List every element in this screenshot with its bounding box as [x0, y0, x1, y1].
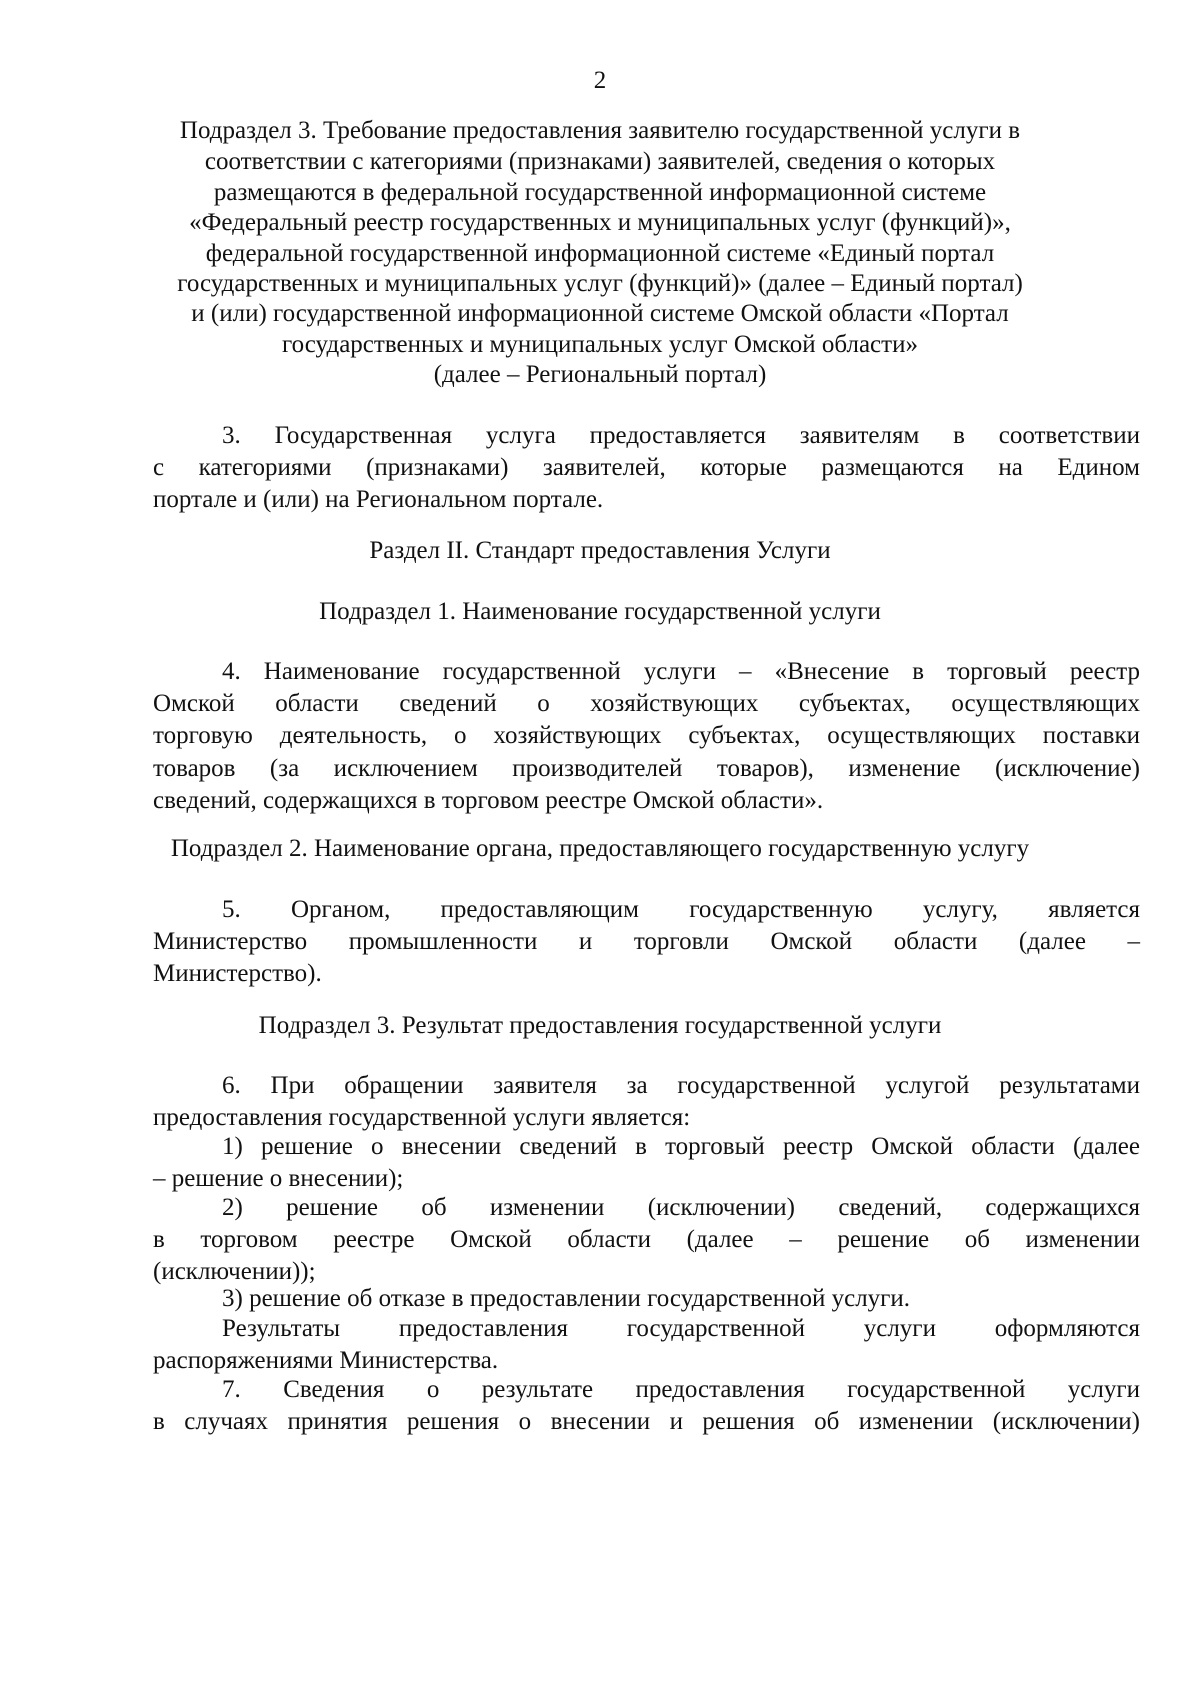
paragraph-7 [153, 1374, 1140, 1438]
paragraph-line: в случаях принятия решения о внесении и решения об изменении (исключении) [153, 1408, 1140, 1436]
results-paragraph [153, 1313, 1140, 1377]
subsection-1-title: Подраздел 1. Наименование государственной услуги [319, 598, 881, 625]
paragraph-line: торговую деятельность, о хозяйствующих субъектах, осуществляющих поставки [153, 722, 1140, 750]
result-item-2 [153, 1192, 1140, 1289]
subsection3-heading-line: (далее – Региональный портал) [433, 361, 767, 388]
page-number: 2 [593, 67, 607, 94]
paragraph-line: с категориями (признаками) заявителей, которые размещаются на Едином [153, 454, 1140, 482]
subsection3-heading-line: государственных и муниципальных услуг (функций)» (далее – Единый портал) [177, 270, 1023, 297]
subsection3-heading-line: и (или) государственной информационной системе Омской области «Портал [191, 300, 1009, 327]
paragraph-line: 1) решение о внесении сведений в торговый реестр Омской области (далее [222, 1133, 1140, 1160]
paragraph-line: Министерство). [153, 960, 322, 988]
paragraph-line: (исключении)); [153, 1258, 316, 1286]
paragraph-line: товаров (за исключением производителей товаров), изменение (исключение) [153, 754, 1140, 782]
result-item-3 [153, 1283, 1140, 1315]
paragraph-line: Министерство промышленности и торговли Омской области (далее – [153, 928, 1140, 956]
subsection3-heading-line: государственных и муниципальных услуг Омской области» [282, 331, 918, 358]
subsection3-heading-line: федеральной государственной информационной системе «Единый портал [205, 240, 995, 267]
paragraph-line: предоставления государственной услуги является: [153, 1104, 691, 1132]
result-item-1 [153, 1131, 1140, 1195]
paragraph-6 [153, 1070, 1140, 1134]
paragraph-line: 3. Государственная услуга предоставляется заявителям в соответствии [222, 422, 1140, 449]
paragraph-line: 3) решение об отказе в предоставлении государственной услуги. [222, 1285, 911, 1312]
paragraph-line: в торговом реестре Омской области (далее – решение об изменении [153, 1226, 1140, 1254]
subsection3-heading-line: Подраздел 3. Требование предоставления заявителю государственной услуги в [179, 117, 1021, 144]
paragraph-line: 5. Органом, предоставляющим государственную услугу, является [222, 896, 1140, 923]
paragraph-line: портале и (или) на Региональном портале. [153, 486, 604, 514]
paragraph-line: – решение о внесении); [153, 1165, 404, 1193]
paragraph-line: Результаты предоставления государственной услуги оформляются [222, 1315, 1140, 1342]
paragraph-line: 7. Сведения о результате предоставления государственной услуги [222, 1376, 1140, 1403]
paragraph-line: 6. При обращении заявителя за государственной услугой результатами [222, 1072, 1140, 1099]
subsection-2-title: Подраздел 2. Наименование органа, предоставляющего государственную услугу [170, 835, 1030, 862]
paragraph-line: распоряжениями Министерства. [153, 1347, 499, 1375]
paragraph-line: 4. Наименование государственной услуги – «Внесение в торговый реестр [222, 658, 1140, 685]
subsection3-heading-line: «Федеральный реестр государственных и муниципальных услуг (функций)», [189, 209, 1011, 236]
subsection-3-title: Подраздел 3. Результат предоставления государственной услуги [258, 1012, 942, 1039]
paragraph-line: сведений, содержащихся в торговом реестре Омской области». [153, 786, 824, 814]
paragraph-line: Омской области сведений о хозяйствующих субъектах, осуществляющих [153, 690, 1140, 718]
paragraph-5 [153, 894, 1140, 991]
paragraph-4 [153, 656, 1140, 817]
paragraph-line: 2) решение об изменении (исключении) сведений, содержащихся [222, 1194, 1140, 1221]
section-2-title: Раздел II. Стандарт предоставления Услуги [369, 537, 831, 564]
paragraph-3 [153, 420, 1140, 517]
subsection3-heading-line: соответствии с категориями (признаками) заявителей, сведения о которых [204, 148, 996, 175]
subsection3-heading-line: размещаются в федеральной государственной информационной системе [213, 179, 987, 206]
